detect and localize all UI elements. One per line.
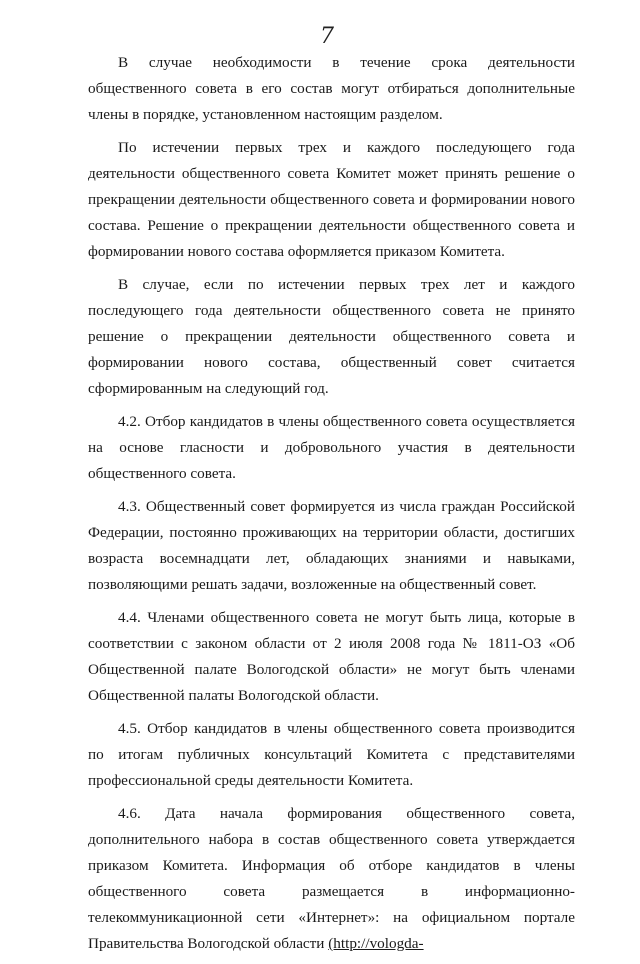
document-body bbox=[88, 50, 575, 964]
paragraph-no-decision: В случае, если по истечении первых трех лет и каждого последующего года деятельности общественного совета не принято решение о прекращении деятельности общественного совета и формировании нового состава, общественный совет считается сформированным на следующий год. bbox=[88, 276, 575, 397]
paragraph-4-4: 4.4. Членами общественного совета не могут быть лица, которые в соответствии с законом области от 2 июля 2008 года № 1811-ОЗ «Об Общественной палате Вологодской области» не могут быть членами Общественной палаты Вологодской области. bbox=[88, 609, 575, 704]
paragraph-4-3: 4.3. Общественный совет формируется из числа граждан Российской Федерации, постоянно проживающих на территории области, достигших возраста восемнадцати лет, обладающих знаниями и навыками, позволяющими решать задачи, возложенные на общественный совет. bbox=[88, 498, 575, 593]
page-number: 7 bbox=[320, 24, 334, 49]
portal-link[interactable]: (http://vologda- bbox=[328, 935, 424, 952]
paragraph-additional-members: В случае необходимости в течение срока деятельности общественного совета в его состав могут отбираться дополнительные члены в порядке, установленном настоящим разделом. bbox=[88, 54, 575, 123]
paragraph-4-5: 4.5. Отбор кандидатов в члены общественного совета производится по итогам публичных консультаций Комитета с представителями профессиональной среды деятельности Комитета. bbox=[88, 720, 575, 789]
paragraph-4-6 bbox=[88, 801, 575, 957]
paragraph-termination-decision: По истечении первых трех и каждого последующего года деятельности общественного совета Комитет может принять решение о прекращении деятельности общественного совета и формировании нового состава. Решение о прекращении деятельности общественного совета и формировании нового состава оформляется приказом Комитета. bbox=[88, 139, 575, 260]
paragraph-4-2: 4.2. Отбор кандидатов в члены общественного совета осуществляется на основе гласности и добровольного участия в деятельности общественного совета. bbox=[88, 413, 575, 482]
paragraph-4-6-text: 4.6. Дата начала формирования общественного совета, дополнительного набора в состав общественного совета утверждается приказом Комитета. Информация об отборе кандидатов в члены общественного совета размещается в информационно-телекоммуникационной сети «Интернет»: на официальном портале Правительства Вологодской области bbox=[88, 805, 575, 952]
